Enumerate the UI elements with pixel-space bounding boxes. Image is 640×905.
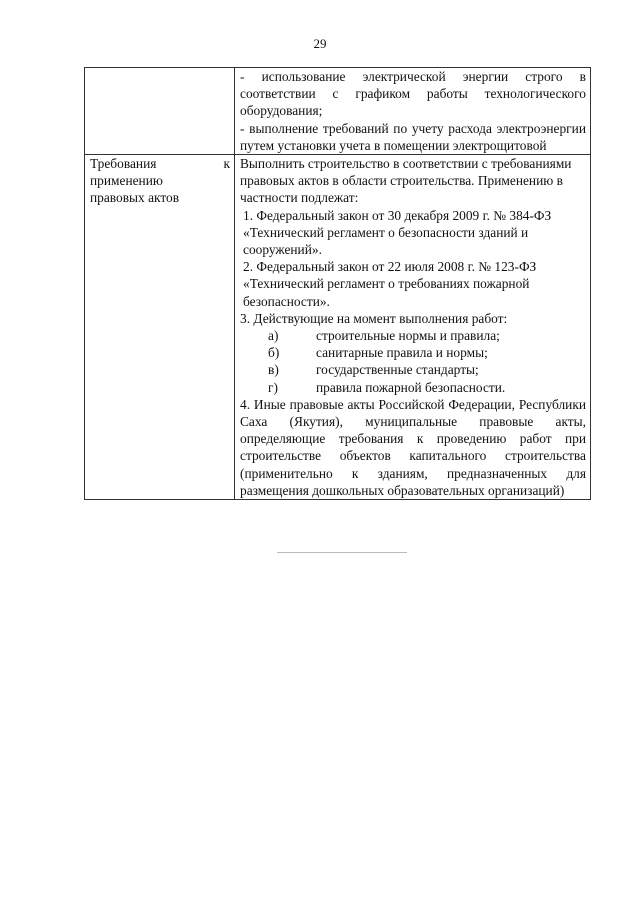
law-123-fz: 2. Федеральный закон от 22 июля 2008 г. № 123-ФЗ «Технический регламент о требованиях пожарной безопасности». bbox=[243, 259, 537, 309]
label-word-k: к bbox=[223, 156, 230, 172]
current-norms-heading: 3. Действующие на момент выполнения работ: bbox=[240, 310, 508, 326]
footnote-separator bbox=[277, 552, 407, 553]
list-item-text: строительные нормы и правила; bbox=[316, 328, 500, 344]
list-item bbox=[240, 344, 586, 361]
other-legal-acts: 4. Иные правовые акты Российской Федерации, Республики Саха (Якутия), муниципальные правовые акты, определяющие требования к проведению работ при строительстве объектов капитального строительства (применительно к зданиям, предназначенных для размещения дошкольных образовательных организаций) bbox=[240, 396, 586, 498]
list-marker: г) bbox=[268, 379, 278, 395]
list-item bbox=[240, 327, 586, 344]
label-line-3: правовых актов bbox=[90, 190, 180, 206]
table-cell-legal-acts-label bbox=[85, 155, 235, 500]
list-item-text: санитарные правила и нормы; bbox=[316, 345, 488, 361]
list-item bbox=[240, 361, 586, 378]
legal-acts-intro: Выполнить строительство в соответствии с требованиями правовых актов в области строительства. Применению в частности подлежат: bbox=[240, 156, 572, 206]
table-cell-electricity-requirements bbox=[235, 68, 591, 155]
table-row bbox=[85, 68, 591, 155]
list-marker: а) bbox=[268, 328, 279, 344]
requirement-electricity-metering: - выполнение требований по учету расхода электроэнергии путем установки учета в помещении электрощитовой bbox=[240, 120, 586, 153]
table-row bbox=[85, 155, 591, 500]
label-word-requirements: Требования bbox=[90, 156, 157, 172]
page-number: 29 bbox=[313, 36, 327, 51]
list-marker: б) bbox=[268, 345, 280, 361]
table-cell-left-empty bbox=[85, 68, 235, 155]
law-384-fz: 1. Федеральный закон от 30 декабря 2009 г. № 384-ФЗ «Технический регламент о безопасности зданий и сооружений». bbox=[243, 207, 552, 258]
label-line-1 bbox=[90, 155, 230, 172]
list-item-text: государственные стандарты; bbox=[316, 362, 479, 378]
requirements-table bbox=[84, 67, 591, 500]
table-cell-legal-acts-content bbox=[235, 155, 591, 500]
list-item bbox=[240, 379, 586, 396]
requirement-electricity-schedule: - использование электрической энергии строго в соответствии с графиком работы технологического оборудования; bbox=[240, 69, 586, 119]
list-item-text: правила пожарной безопасности. bbox=[316, 379, 506, 395]
list-marker: в) bbox=[268, 362, 279, 378]
label-line-2: применению bbox=[90, 173, 163, 189]
